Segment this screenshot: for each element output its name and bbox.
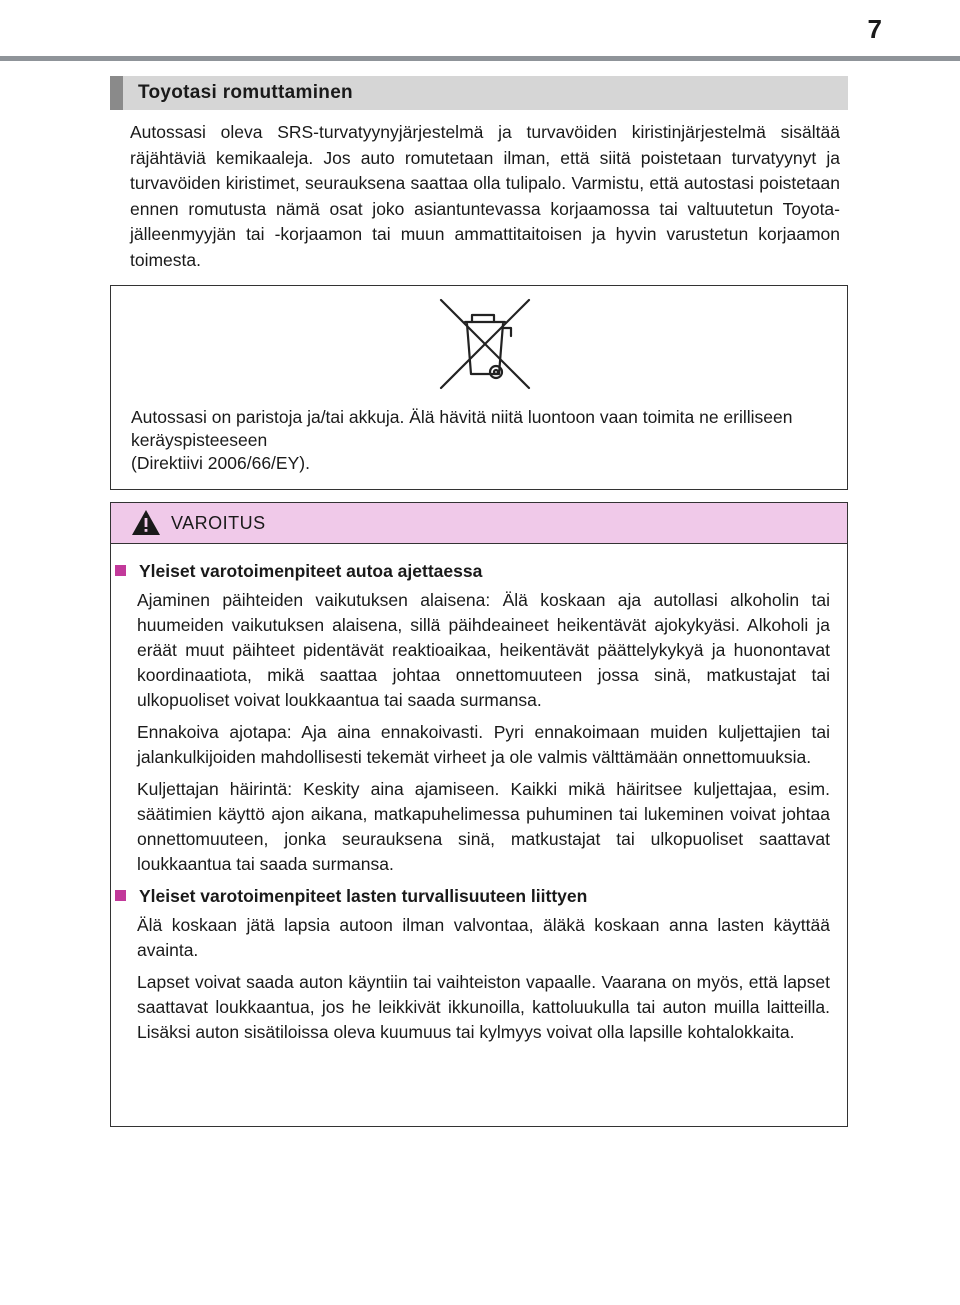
crossed-out-wheelie-bin-icon	[439, 298, 531, 390]
warning-item-title-text: Yleiset varotoimenpiteet lasten turvallisuuteen liittyen	[139, 886, 588, 906]
warning-content	[111, 559, 847, 1052]
warning-triangle-icon	[131, 509, 161, 536]
section-header-bar	[110, 76, 123, 110]
warning-item	[111, 559, 847, 877]
section-title: Toyotasi romuttaminen	[138, 82, 353, 103]
warning-paragraph: Kuljettajan häirintä: Keskity aina ajamiseen. Kaikki mikä häiritsee kuljettajaa, esim. säätimien käyttö ajon aikana, matkapuhelimessa puhuminen tai lukeminen voivat johtaa onnettomuuteen, jonka seurauksena sinä, matkustajat tai ulkopuoliset saattavat loukkaantua tai saada surmansa.	[137, 779, 830, 874]
page-number: 7	[867, 14, 882, 44]
battery-directive-line: (Direktiivi 2006/66/EY).	[131, 453, 310, 473]
section-header	[110, 76, 848, 110]
warning-item-title-text: Yleiset varotoimenpiteet autoa ajettaessa	[139, 561, 483, 581]
warning-item	[111, 884, 847, 1045]
bullet-square-icon	[115, 565, 126, 576]
intro-paragraph: Autossasi oleva SRS-turvatyynyjärjestelmä ja turvavöiden kiristinjärjestelmä sisältää räjähtäviä kemikaaleja. Jos auto romutetaan ilman, että siitä poistetaan turvatyynyt ja turvavöiden kiristimet, seurauksena saattaa olla tulipalo. Varmistu, että autostasi poistetaan ennen romutusta nämä osat joko asiantuntevassa korjaamossa tai valtuutetun Toyota-jälleenmyyjän tai -korjaamon tai muun ammattitaitoisen ja hyvin varustetun korjaamon toimesta.	[130, 122, 840, 270]
header-rule	[0, 56, 960, 61]
warning-item-title	[115, 559, 847, 583]
warning-label: VAROITUS	[171, 513, 266, 533]
warning-header	[111, 503, 847, 544]
battery-disposal-line: Autossasi on paristoja ja/tai akkuja. Älä hävitä niitä luontoon vaan toimita ne erilliseen keräyspisteeseen	[131, 407, 793, 450]
battery-disposal-text	[131, 406, 841, 475]
warning-paragraph: Ajaminen päihteiden vaikutuksen alaisena: Älä koskaan aja autollasi alkoholin tai huumeiden vaikutuksen alaisena, sillä päihdeaineet heikentävät ajokykyäsi. Alkoholi ja eräät muut päihteet pidentävät reaktioaikaa, heikentävät päättelykykyä ja huonontavat koordinaatiota, mikä saattaa johtaa onnettomuuteen jossa sinä, matkustajat tai ulkopuoliset voivat loukkaantua tai saada surmansa.	[137, 590, 830, 710]
warning-item-title	[115, 884, 847, 908]
warning-paragraph: Ennakoiva ajotapa: Aja aina ennakoivasti. Pyri ennakoimaan muiden kuljettajien tai jalankulkijoiden mahdollisesti tekemät virheet ja ole valmis välttämään onnettomuuksia.	[137, 722, 830, 767]
warning-box	[110, 502, 848, 1127]
warning-paragraph: Lapset voivat saada auton käyntiin tai vaihteiston vapaalle. Vaarana on myös, että lapset saattavat loukkaantua, jos he leikkivät ikkunoilla, kattoluukulla tai auton muilla laitteilla. Lisäksi auton sisätiloissa oleva kuumuus tai kylmyys voivat olla lapsille kohtalokkaita.	[137, 972, 830, 1042]
bullet-square-icon	[115, 890, 126, 901]
battery-disposal-notice	[110, 285, 848, 490]
warning-paragraph: Älä koskaan jätä lapsia autoon ilman valvontaa, äläkä koskaan anna lasten käyttää avainta.	[137, 915, 830, 960]
